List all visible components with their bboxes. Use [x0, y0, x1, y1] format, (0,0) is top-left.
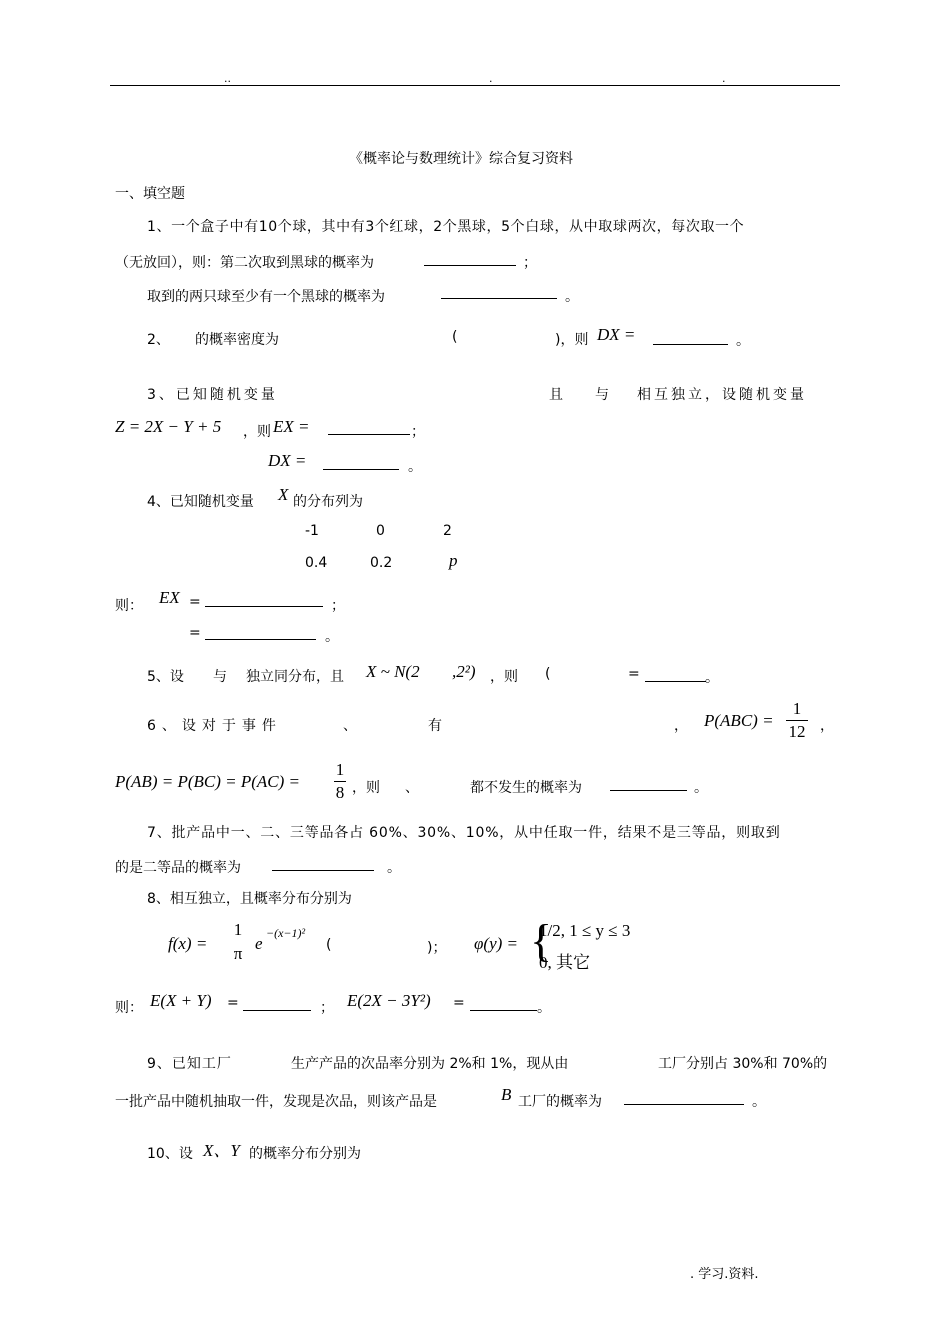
- q5-eq: =: [628, 666, 640, 682]
- q6-text-c: 有: [428, 718, 442, 734]
- footer-text: . 学习.资料.: [690, 1267, 759, 1282]
- q8-then: 则：: [115, 1000, 143, 1016]
- q8-fraction-denominator: π: [233, 944, 243, 963]
- q6-pab: P(AB) = P(BC) = P(AC) =: [115, 772, 300, 791]
- q5-text-b: 与: [213, 669, 227, 685]
- q5-text-a: 5、设: [147, 669, 184, 685]
- q7-line2: 的是二等品的概率为: [115, 860, 241, 876]
- q3-end: 。: [408, 459, 422, 475]
- q3-dx: DX =: [268, 451, 307, 470]
- q9-b-italic: B: [501, 1085, 512, 1104]
- q6-fraction2: [334, 760, 346, 803]
- q7-line1: 7、批产品中一、二、三等品各占 60%、30%、10%，从中任取一件，结果不是三等品，则取到: [147, 825, 781, 841]
- q1-line1: 1、一个盒子中有10个球，其中有3个红球，2个黑球，5个白球，从中取球两次，每次取一个: [147, 219, 745, 235]
- q10-text-a: 10、设: [147, 1146, 193, 1162]
- q4-prob-1: 0.4: [305, 555, 328, 571]
- q4-prob-2: 0.2: [370, 555, 393, 571]
- q9-text-c: 工厂分别占 30%和 70%的: [658, 1056, 828, 1072]
- q5-dist: X ~ N(2: [366, 662, 420, 681]
- q6-none: 都不发生的概率为: [470, 780, 582, 796]
- q5-then: ，则: [490, 669, 518, 685]
- q8-eq2: =: [453, 995, 465, 1011]
- section-heading: 一、填空题: [115, 186, 185, 202]
- q6-fraction: [786, 699, 808, 742]
- q4-value-2: 0: [376, 523, 385, 539]
- q2-paren-close: )，则: [555, 332, 589, 348]
- q8-phi: φ(y) =: [474, 934, 518, 953]
- q4-eq1: =: [189, 594, 201, 610]
- q9-blank: [624, 1104, 744, 1105]
- q4-text-b: 的分布列为: [293, 494, 363, 510]
- q5-text-c: 独立同分布，且: [246, 669, 344, 685]
- q6-sep2: 、: [405, 780, 419, 796]
- q9-text-a: 9、已知工厂: [147, 1056, 232, 1072]
- header-dots-right: .: [722, 72, 726, 85]
- q3-z-formula: Z = 2X − Y + 5: [115, 417, 222, 436]
- q9-end: 。: [752, 1094, 766, 1110]
- q8-fx: f(x) =: [168, 934, 208, 953]
- q4-end: 。: [325, 629, 339, 645]
- q3-blank2: [323, 469, 399, 470]
- q7-end: 。: [387, 860, 401, 876]
- q4-then: 则：: [115, 598, 143, 614]
- q4-ex: EX: [159, 588, 180, 607]
- q10-xy: X、Y: [203, 1141, 240, 1160]
- q1-line3: 取到的两只球至少有一个黑球的概率为: [147, 289, 385, 305]
- q6-pabc: P(ABC) =: [704, 711, 774, 730]
- q4-blank1: [205, 606, 323, 607]
- q2-dx: DX =: [597, 325, 636, 344]
- page-title: 《概率论与数理统计》综合复习资料: [349, 151, 573, 167]
- q8-e1: E(X + Y): [150, 991, 212, 1010]
- q6-comma: ，: [674, 718, 688, 734]
- q6-blank: [610, 790, 687, 791]
- q3-blank1: [328, 434, 410, 435]
- q6-text-a: 6、设对于事件: [147, 718, 282, 734]
- q8-paren-close: )；: [427, 940, 447, 956]
- q3-text-a: 3、已知随机变量: [147, 387, 278, 403]
- q5-end: 。: [705, 670, 719, 686]
- q6-fraction2-numerator: 1: [335, 760, 345, 779]
- q2-paren: (: [452, 329, 458, 345]
- q4-eq2: =: [189, 625, 201, 641]
- q6-fraction-numerator: 1: [792, 699, 802, 718]
- q6-end: 。: [694, 780, 708, 796]
- q6-fraction2-denominator: 8: [335, 783, 345, 802]
- q3-semicolon: ；: [411, 424, 425, 440]
- q8-brace: {: [530, 915, 553, 966]
- q6-sep1: 、: [343, 718, 357, 734]
- q2-blank: [653, 344, 728, 345]
- q4-value-1: -1: [305, 523, 319, 539]
- q1-line2: （无放回），则：第二次取到黑球的概率为: [115, 255, 374, 271]
- q8-exp-power: −(x−1)²: [266, 926, 306, 940]
- q3-text-b: 且: [549, 387, 563, 403]
- q6-fraction-bar: [786, 720, 808, 721]
- q3-text-d: 相互独立，设随机变量: [637, 387, 807, 403]
- q6-then: ，则: [352, 780, 380, 796]
- q3-then: ，则: [243, 424, 271, 440]
- q8-blank1: [243, 1010, 311, 1011]
- q8-fraction: [231, 920, 245, 964]
- q8-fraction-numerator: 1: [233, 920, 243, 939]
- q10-text-b: 的概率分布分别为: [249, 1146, 361, 1162]
- q4-blank2: [205, 639, 316, 640]
- q4-semicolon: ；: [331, 598, 345, 614]
- q5-dist2: ,2²): [452, 662, 476, 681]
- q1-blank1: [424, 265, 516, 266]
- q6-fraction-denominator: 12: [788, 722, 806, 741]
- q8-eq1: =: [227, 995, 239, 1011]
- q4-text-a: 4、已知随机变量: [147, 494, 254, 510]
- q8-semicolon: ；: [320, 1000, 334, 1016]
- q1-end: 。: [565, 289, 579, 305]
- q4-prob-3: p: [449, 551, 458, 570]
- q9-text-b: 生产产品的次品率分别为 2%和 1%，现从由: [291, 1056, 569, 1072]
- header-dots-left: ..: [224, 72, 231, 85]
- q5-paren: (: [545, 666, 551, 682]
- q8-text: 8、相互独立，且概率分布分别为: [147, 891, 352, 907]
- q9-line2: 一批产品中随机抽取一件，发现是次品，则该产品是: [115, 1094, 437, 1110]
- header-rule: [110, 85, 840, 86]
- q2-number: 2、: [147, 332, 170, 348]
- q1-semicolon: ；: [523, 255, 537, 271]
- q4-value-3: 2: [443, 523, 452, 539]
- header-dots-mid: .: [489, 72, 493, 85]
- q7-blank: [272, 870, 374, 871]
- q8-blank2: [470, 1010, 537, 1011]
- q6-comma2: ，: [820, 718, 834, 734]
- q8-case2: 0, 其它: [539, 953, 590, 972]
- q9-line2b: 工厂的概率为: [518, 1094, 602, 1110]
- q8-exp-base: e: [255, 934, 263, 953]
- q8-case1: 1/2, 1 ≤ y ≤ 3: [539, 921, 631, 940]
- q3-text-c: 与: [595, 387, 609, 403]
- q8-e2: E(2X − 3Y²): [347, 991, 431, 1010]
- q1-blank2: [441, 298, 557, 299]
- q8-end: 。: [537, 1000, 551, 1016]
- q5-blank: [645, 681, 706, 682]
- q2-end: 。: [736, 333, 750, 349]
- q3-ex: EX =: [273, 417, 310, 436]
- q8-paren: (: [326, 937, 332, 953]
- q4-x: X: [278, 485, 289, 504]
- q2-text: 的概率密度为: [195, 332, 279, 348]
- q6-fraction2-bar: [334, 781, 346, 782]
